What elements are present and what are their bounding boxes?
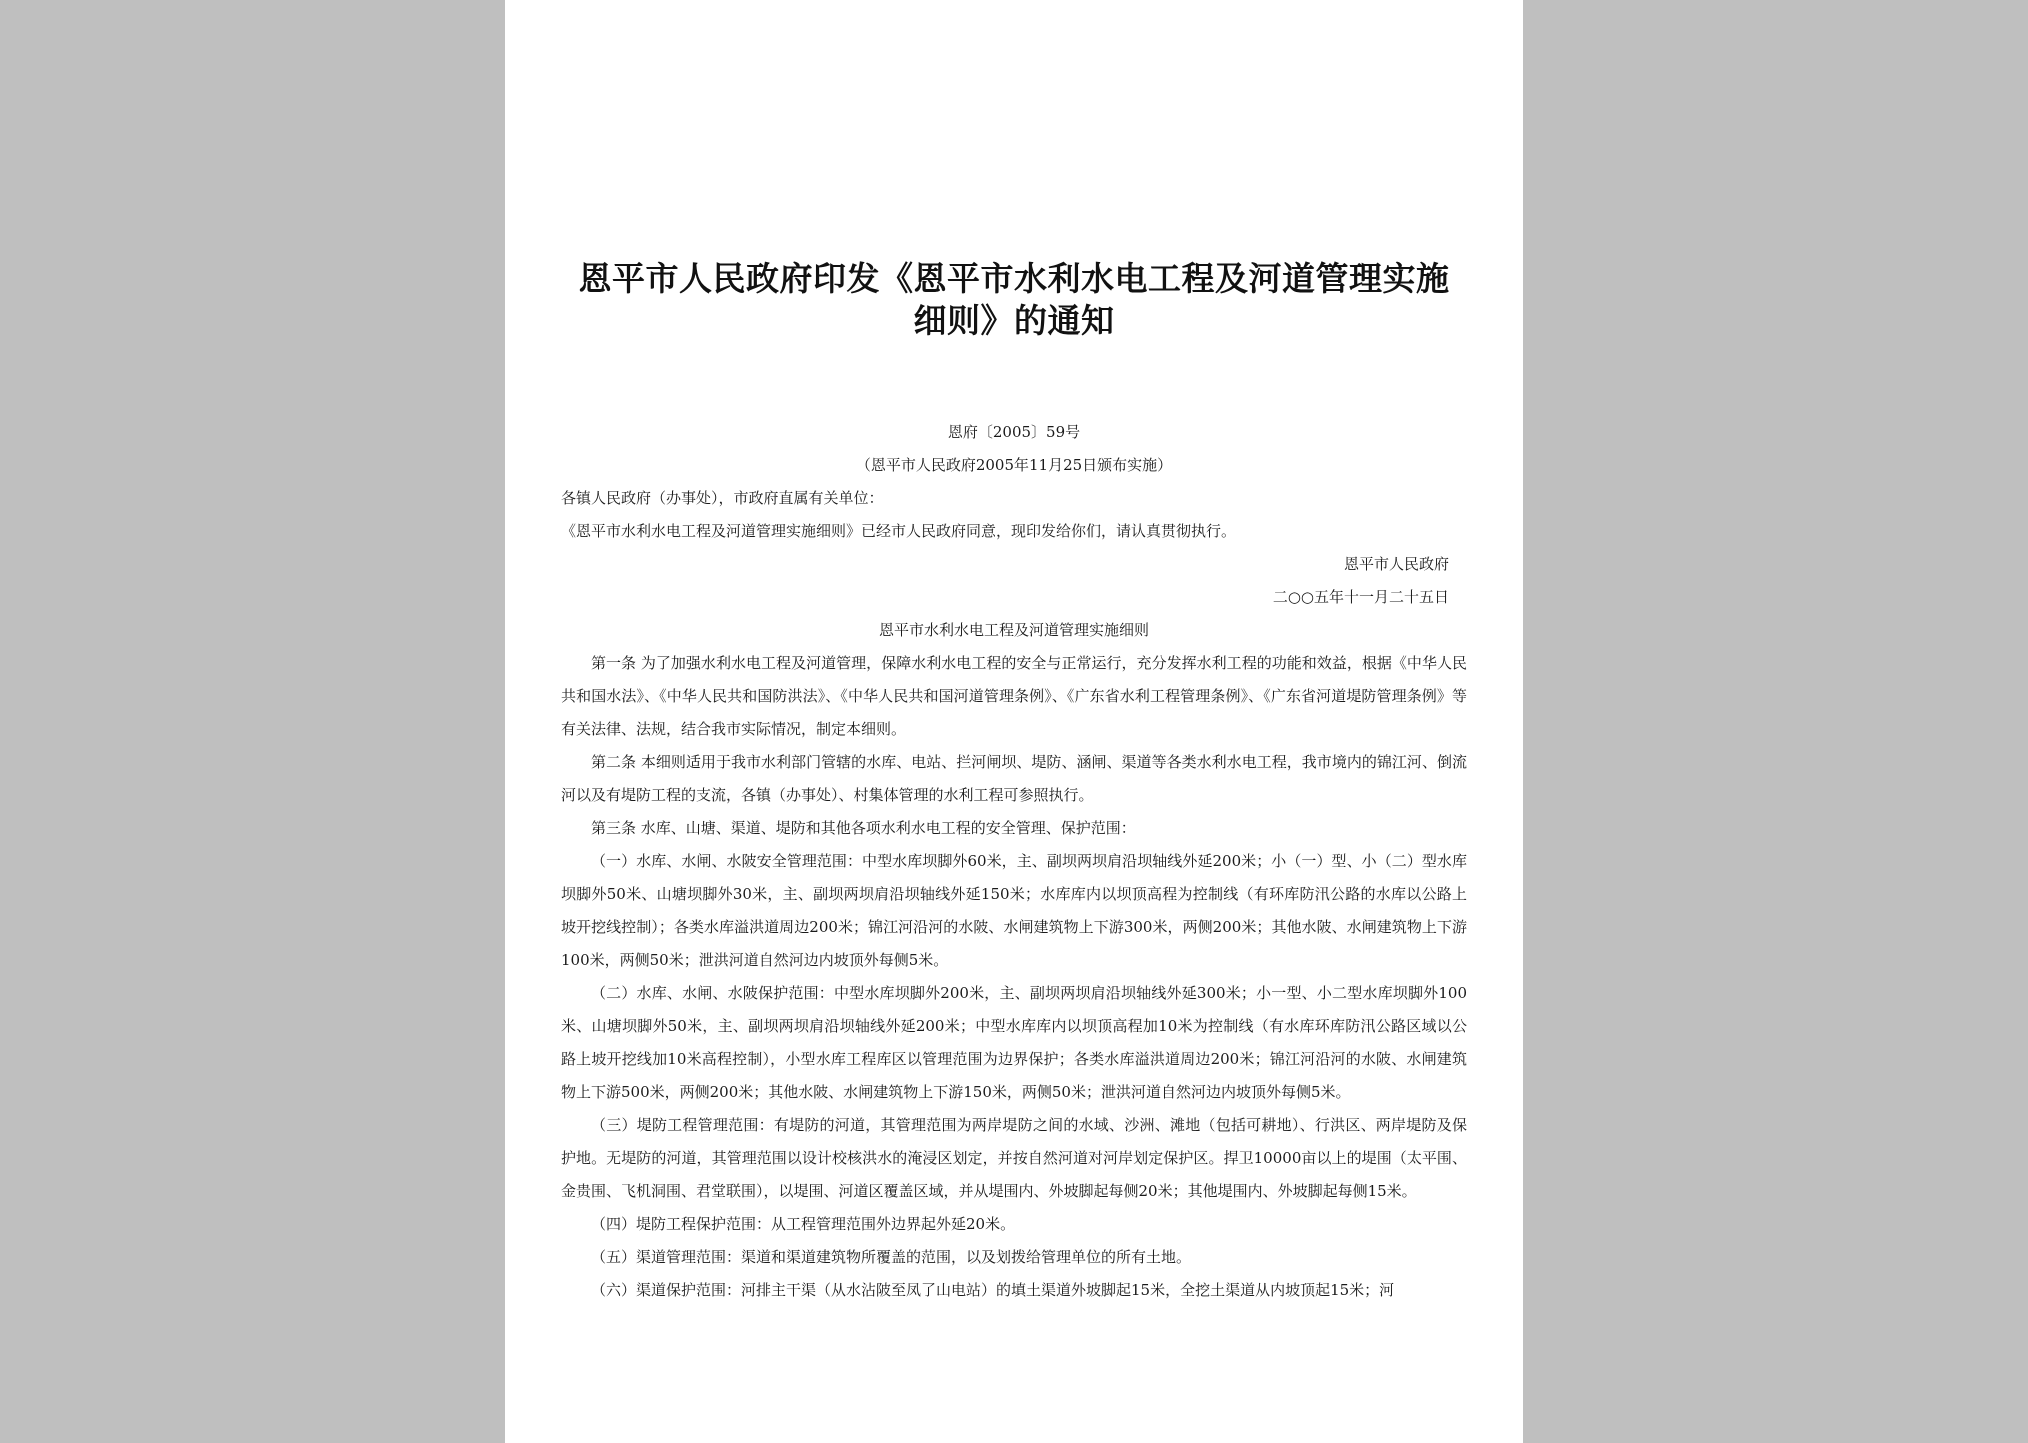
paragraph: 第一条 为了加强水利水电工程及河道管理，保障水利水电工程的安全与正常运行，充分发挥水利工程的功能和效益，根据《中华人民共和国水法》、《中华人民共和国防洪法》、《中华人民共和国河道管理条例》、《广东省水利工程管理条例》、《广东省河道堤防管理条例》等有关法律、法规，结合我市实际情况，制定本细则。: [561, 654, 1467, 738]
notice-text: 《恩平市水利水电工程及河道管理实施细则》已经市人民政府同意，现印发给你们，请认真贯彻执行。: [561, 522, 1237, 540]
document-number: 恩府〔2005〕59号: [947, 423, 1081, 441]
issue-date: 二○○五年十一月二十五日: [1272, 588, 1449, 606]
document-title: 恩平市人民政府印发《恩平市水利水电工程及河道管理实施细则》的通知: [578, 259, 1450, 340]
paragraph: （三）堤防工程管理范围：有堤防的河道，其管理范围为两岸堤防之间的水域、沙洲、滩地（包括可耕地）、行洪区、两岸堤防及保护地。无堤防的河道，其管理范围以设计校核洪水的淹浸区划定，并按自然河道对河岸划定保护区。捍卫10000亩以上的堤围（太平围、金贵围、飞机洞围、君堂联围），以堤围、河道区覆盖区域，并从堤围内、外坡脚起每侧20米；其他堤围内、外坡脚起每侧15米。: [561, 1116, 1467, 1200]
paragraph: （二）水库、水闸、水陂保护范围：中型水库坝脚外200米，主、副坝两坝肩沿坝轴线外延300米；小一型、小二型水库坝脚外100米、山塘坝脚外50米，主、副坝两坝肩沿坝轴线外延200米；中型水库库内以坝顶高程加10米为控制线（有水库环库防汛公路区域以公路上坡开挖线加10米高程控制），小型水库工程库区以管理范围为边界保护；各类水库溢洪道周边200米；锦江河沿河的水陂、水闸建筑物上下游500米，两侧200米；其他水陂、水闸建筑物上下游150米，两侧50米；泄洪河道自然河边内坡顶外每侧5米。: [561, 984, 1467, 1101]
paragraph: 第三条 水库、山塘、渠道、堤防和其他各项水利水电工程的安全管理、保护范围：: [591, 819, 1136, 837]
issued-note: （恩平市人民政府2005年11月25日颁布实施）: [855, 456, 1173, 474]
paragraph: （五）渠道管理范围：渠道和渠道建筑物所覆盖的范围，以及划拨给管理单位的所有土地。: [591, 1248, 1192, 1266]
document-body: [561, 482, 1467, 1307]
document-page: [505, 0, 1523, 1443]
paragraph: 第二条 本细则适用于我市水利部门管辖的水库、电站、拦河闸坝、堤防、涵闸、渠道等各类水利水电工程，我市境内的锦江河、倒流河以及有堤防工程的支流，各镇（办事处）、村集体管理的水利工程可参照执行。: [561, 753, 1467, 804]
rules-title: 恩平市水利水电工程及河道管理实施细则: [878, 621, 1149, 639]
paragraph: （一）水库、水闸、水陂安全管理范围：中型水库坝脚外60米，主、副坝两坝肩沿坝轴线外延200米；小（一）型、小（二）型水库坝脚外50米、山塘坝脚外30米，主、副坝两坝肩沿坝轴线外延150米；水库库内以坝顶高程为控制线（有环库防汛公路的水库以公路上坡开挖线控制）；各类水库溢洪道周边200米；锦江河沿河的水陂、水闸建筑物上下游300米，两侧200米；其他水陂、水闸建筑物上下游100米，两侧50米；泄洪河道自然河边内坡顶外每侧5米。: [561, 852, 1467, 969]
paragraph: （六）渠道保护范围：河排主干渠（从水沾陂至凤了山电站）的填土渠道外坡脚起15米，全挖土渠道从内坡顶起15米；河: [591, 1281, 1395, 1299]
signature: 恩平市人民政府: [1343, 555, 1449, 573]
paragraph: （四）堤防工程保护范围：从工程管理范围外边界起外延20米。: [591, 1215, 1016, 1233]
salutation: 各镇人民政府（办事处），市政府直属有关单位：: [561, 489, 884, 507]
